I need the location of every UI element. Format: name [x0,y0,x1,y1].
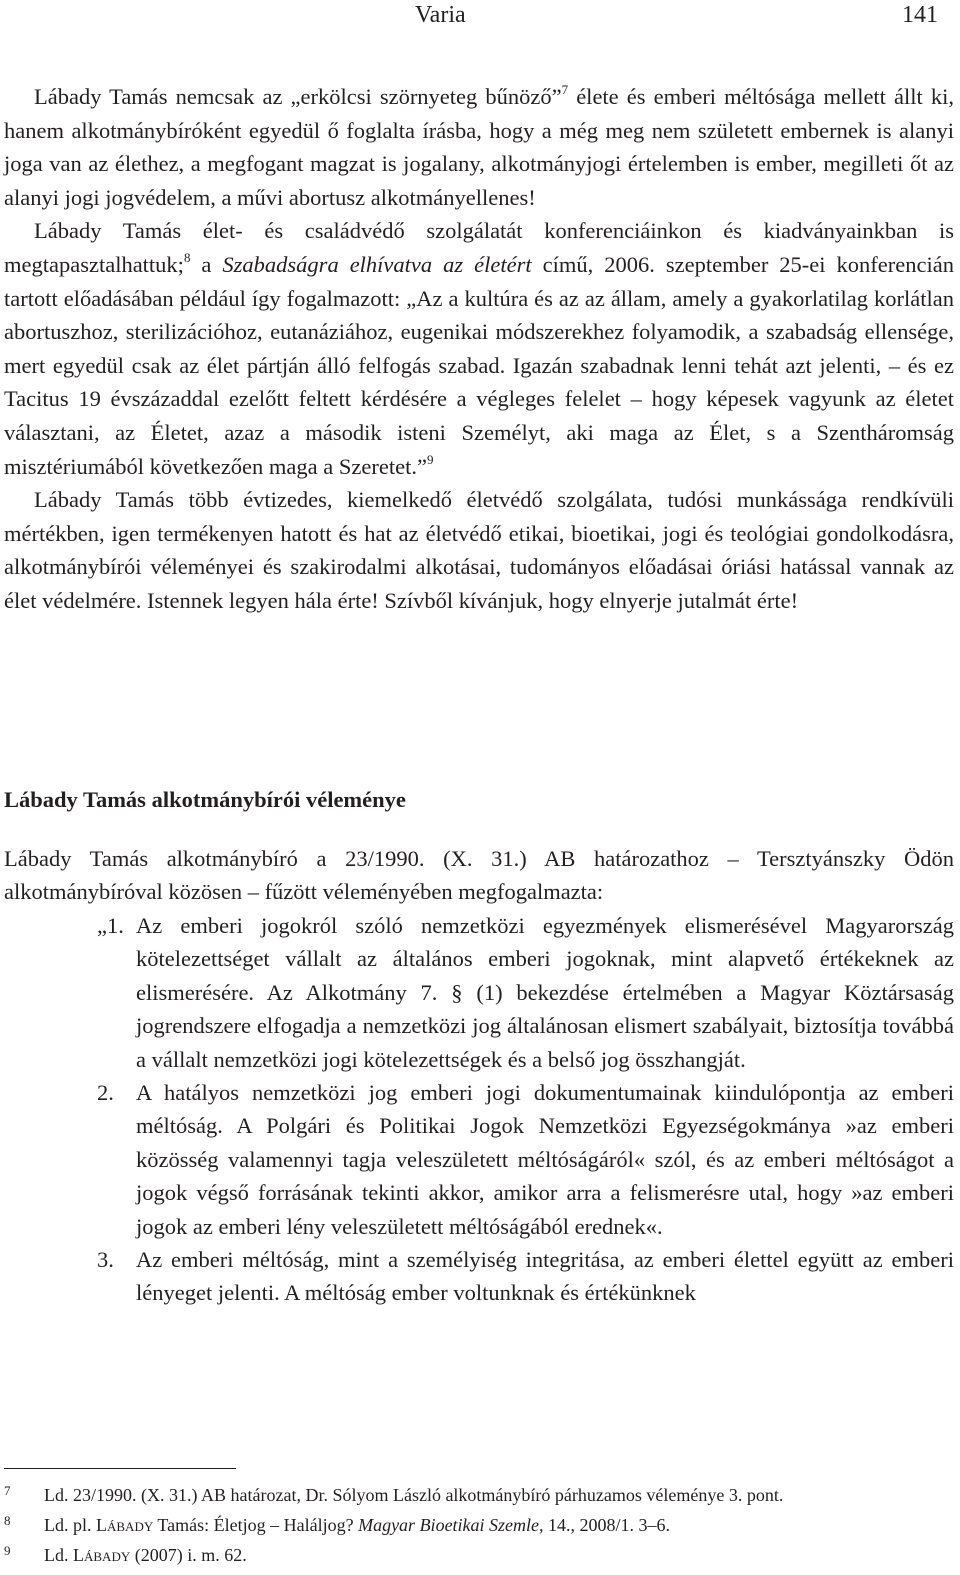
footnote-journal: Magyar Bioetikai Szemle, [358,1515,544,1535]
footnote-text: Ld. 23/1990. (X. 31.) AB határozat, Dr. Sólyom László alkotmánybíró párhuzamos véleménye 3. pont. [44,1485,784,1505]
footnote-text-post: 14., 2008/1. 3–6. [543,1515,671,1535]
footnote-author: Lábady [96,1515,154,1535]
opinion-list [4,909,954,1310]
list-item [4,1076,954,1243]
conference-title: Szabadságra elhívatva az életért [222,251,532,277]
footnote-number: 8 [4,1513,11,1528]
paragraph-2-text: Lábady Tamás élet- és családvédő szolgálatát konferenciáinkon és kiadványainkban is megtapasztalhattuk; [4,218,954,277]
footnote-text: Ld. pl. [44,1515,96,1535]
section-heading: Lábady Tamás alkotmánybírói véleménye [4,787,406,812]
footnote-7 [4,1480,954,1510]
paragraph-1 [4,80,954,214]
footnote-text-post: (2007) i. m. 62. [130,1545,247,1565]
list-item [4,1243,954,1310]
footnote-ref-7: 7 [561,82,569,97]
paragraph-3: Lábady Tamás több évtizedes, kiemelkedő életvédő szolgálata, tudósi munkássága rendkívüli mértékben, igen termékenyen hatott és hat az életvédő etikai, bioetikai, jogi és teológiai gondolkodásra, alkotmánybírói véleményei és szakirodalmi alkotásai, tudományos előadásai óriási hatással vannak az élet védelmére. Istennek legyen hála érte! Szívből kívánjuk, hogy elnyerje jutalmát érte! [4,487,954,613]
paragraph-2 [4,214,954,483]
page-number: 141 [902,2,938,28]
intro-paragraph [4,842,954,909]
footnote-text-mid: Tamás: Életjog – Haláljog? [153,1515,359,1535]
section-title: Varia [415,2,466,28]
footnote-9 [4,1540,954,1570]
list-item-number: 3. [97,1247,114,1273]
footnote-8 [4,1510,954,1540]
list-item-number: 2. [97,1080,114,1106]
intro-text: Lábady Tamás alkotmánybíró a 23/1990. (X. 31.) AB határozathoz – Tersztyánszky Ödön alkotmánybíróval közösen – fűzött véleményében megfogalmazta: [4,846,954,905]
footnote-number: 9 [4,1543,11,1558]
list-item-text: Az emberi jogokról szóló nemzetközi egyezmények elismerésével Magyarország kötelezettséget vállalt az általános emberi jogoknak, mint alapvető értékeknek az elismerésére. Az Alkotmány 7. § (1) bekezdése értelmében a Magyar Köztársaság jogrendszere elfogadja a nemzetközi jog általánosan elismert szabályait, biztosítja továbbá a vállalt nemzetközi jogi kötelezettségek és a belső jog összhangját. [136,913,954,1072]
page-header [0,0,960,34]
body-text [4,80,954,618]
footnote-ref-8: 8 [183,249,191,265]
footnotes [4,1480,954,1570]
footnote-author: Lábady [73,1545,131,1565]
footnote-divider [4,1468,236,1469]
footnote-ref-9: 9 [426,451,434,467]
paragraph-1-text-cont: élete és emberi méltósága mellett állt ki, hanem alkotmánybíróként egyedül ő foglalta írásba, hogy a még meg nem született embernek is alanyi joga van az élethez, a megfogant magzat is jogalany, alkotmányjogi értelemben is ember, megilleti őt az alanyi jogi jogvédelem, a művi abortusz alkotmányellenes! [4,84,954,210]
list-item-number: „1. [97,913,124,938]
paragraph-2-text-a: a [190,251,223,277]
list-item [4,909,954,1076]
paragraph-1-text: Lábady Tamás nemcsak az „erkölcsi szörnyeteg bűnöző” [34,84,562,109]
footnote-text: Ld. [44,1545,73,1565]
footnote-number: 7 [4,1483,11,1498]
paragraph-2-text-b: című, 2006. szeptember 25-ei konferencián tartott előadásában például így fogalmazott: „Az a kultúra és az az állam, amely a gyakorlatilag korlátlan abortuszhoz, sterilizációhoz, eutanáziához, eugenikai módszerekhez folyamodik, a szabadság ellensége, mert egyedül csak az élet pártján álló felfogás szabad. Igazán szabadnak lenni tehát azt jelenti, – és ez Tacitus 19 évszázaddal ezelőtt feltett kérdésére a végleges felelet – hogy képesek vagyunk az életet választani, az Életet, azaz a második isteni Személyt, aki maga az Élet, s a Szentháromság misztériumából következően maga a Szeretet.” [4,251,954,479]
list-item-text: Az emberi méltóság, mint a személyiség integritása, az emberi élettel együtt az emberi lényeget jelenti. A méltóság ember voltunknak és értékünknek [136,1247,954,1306]
list-item-text: A hatályos nemzetközi jog emberi jogi dokumentumainak kiindulópontja az emberi méltóság. A Polgári és Politikai Jogok Nemzetközi Egyezségokmánya »az emberi közösség valamennyi tagja veleszületett méltóságáról« szól, és az emberi méltóságot a jogok végső forrásának tekinti akkor, amikor arra a felismerésre utal, hogy »az emberi jogok az emberi lény veleszületett méltóságából erednek«. [136,1080,954,1239]
